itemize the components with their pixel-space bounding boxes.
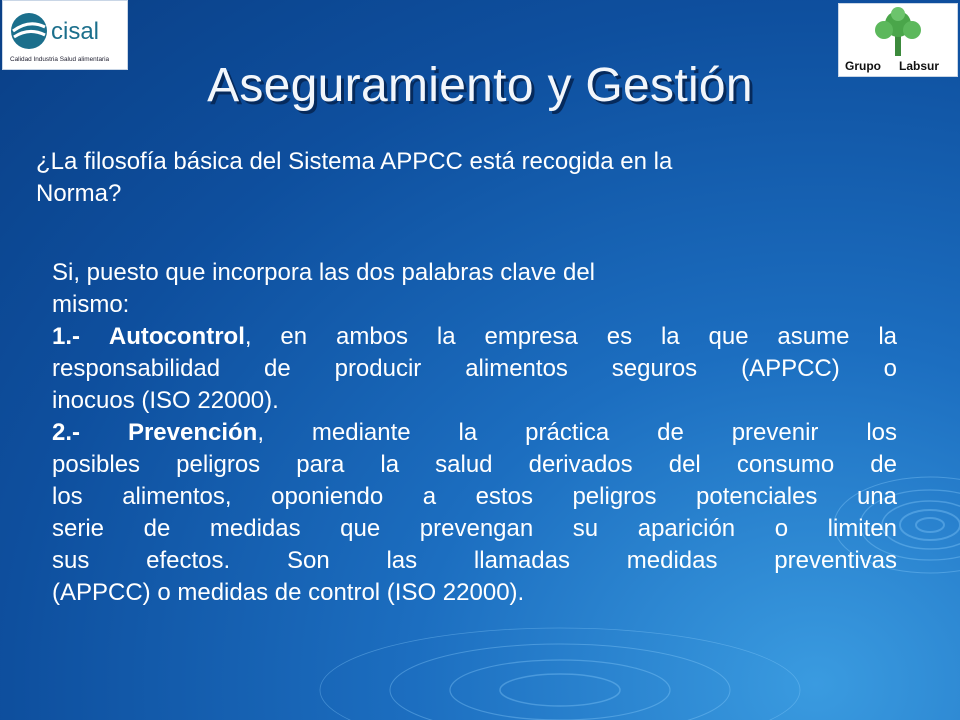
item-2-number: 2.- xyxy=(52,419,81,446)
question-line-1: ¿La filosofía básica del Sistema APPCC está recogida en la xyxy=(36,148,673,175)
question-text xyxy=(36,146,916,210)
answer-text xyxy=(52,257,897,609)
slide-title: Aseguramiento y Gestión xyxy=(207,59,753,112)
item-2-first-line-rest: , mediante la práctica de prevenir los xyxy=(257,419,898,446)
item-1-line: responsabilidad de producir alimentos seguros (APPCC) o xyxy=(52,355,897,382)
cisal-logo-text: cisal xyxy=(51,18,100,45)
item-2-line: sus efectos. Son las llamadas medidas preventivas xyxy=(52,547,897,574)
item-1-first-line-rest: , en ambos la empresa es la que asume la xyxy=(244,323,898,350)
item-2-line: posibles peligros para la salud derivados del consumo de xyxy=(52,451,897,478)
item-1-keyword: Autocontrol xyxy=(108,323,245,350)
item-2-keyword: Prevención xyxy=(127,419,258,446)
tree-icon xyxy=(875,7,921,56)
answer-intro-line-2: mismo: xyxy=(52,291,130,318)
item-2-line: (APPCC) o medidas de control (ISO 22000). xyxy=(52,579,525,606)
item-1-number: 1.- xyxy=(52,323,81,350)
item-2-line: los alimentos, oponiendo a estos peligros potenciales una xyxy=(52,483,897,510)
item-2-line: serie de medidas que prevengan su aparición o limiten xyxy=(52,515,897,542)
item-2-first-line xyxy=(52,417,897,449)
cisal-tagline: Calidad Industria Salud alimentaria xyxy=(10,56,110,63)
labsur-word-labsur: Labsur xyxy=(899,59,940,73)
question-line-2: Norma? xyxy=(36,180,122,207)
item-1-line: inocuos (ISO 22000). xyxy=(52,387,279,414)
labsur-word-grupo: Grupo xyxy=(845,59,881,73)
item-1-first-line xyxy=(52,321,897,353)
answer-intro-line-1: Si, puesto que incorpora las dos palabras clave del xyxy=(52,259,595,286)
